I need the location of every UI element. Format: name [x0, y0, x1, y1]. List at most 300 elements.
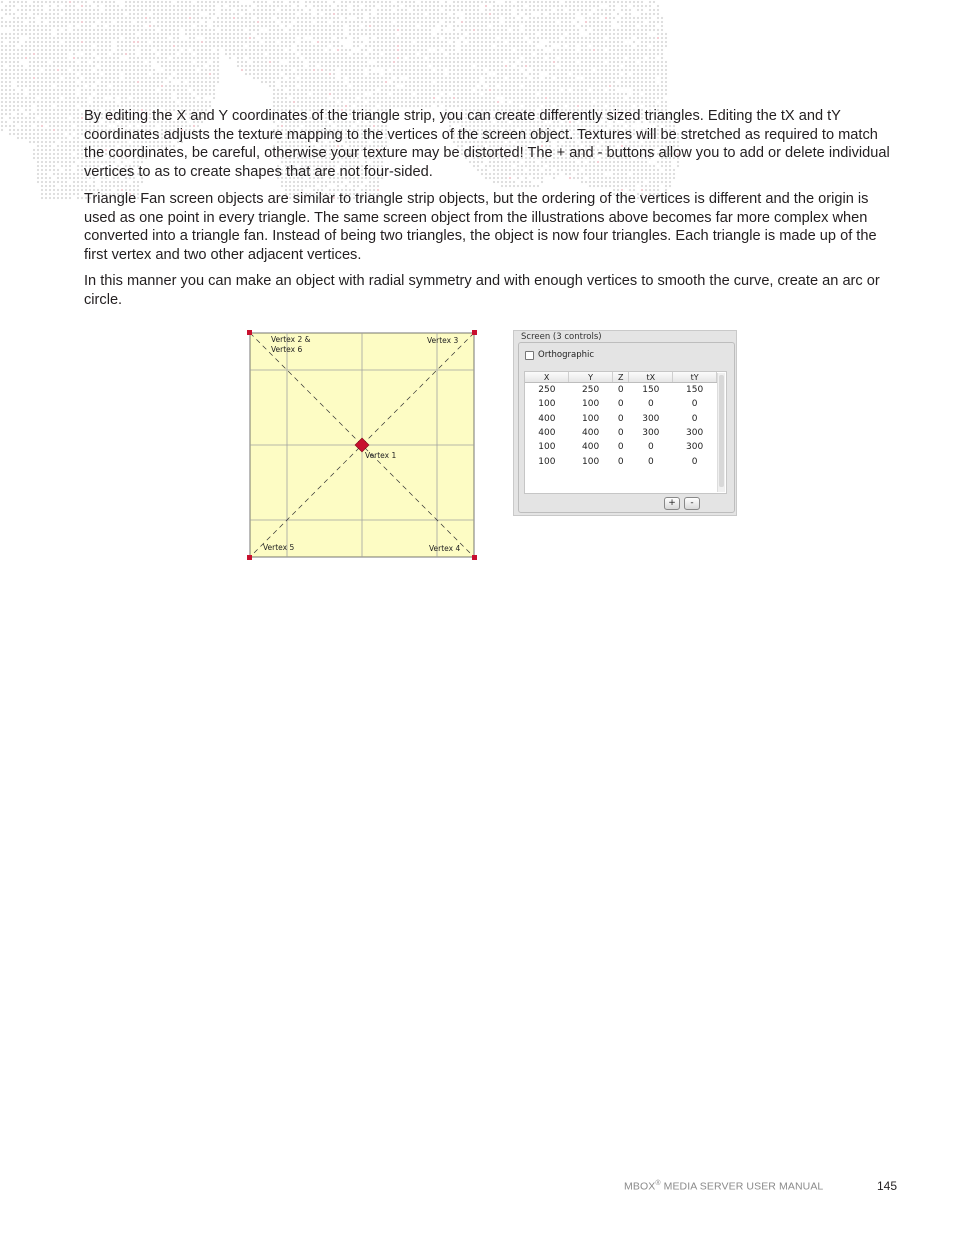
map-dot	[269, 49, 271, 51]
map-dot	[409, 33, 411, 35]
map-dot	[341, 77, 343, 79]
map-dot	[181, 41, 183, 43]
map-dot	[189, 65, 191, 67]
map-dot	[113, 53, 115, 55]
map-dot	[457, 25, 459, 27]
map-dot	[109, 29, 111, 31]
map-dot	[85, 37, 87, 39]
map-dot	[529, 37, 531, 39]
map-dot	[525, 53, 527, 55]
map-dot	[197, 1, 199, 3]
map-dot	[81, 21, 83, 23]
map-dot	[649, 85, 651, 87]
map-dot	[481, 53, 483, 55]
map-dot	[657, 65, 659, 67]
map-dot	[345, 49, 347, 51]
map-dot	[305, 77, 307, 79]
map-dot	[593, 77, 595, 79]
map-dot	[289, 33, 291, 35]
map-dot	[373, 89, 375, 91]
map-dot	[653, 57, 655, 59]
map-dot	[85, 89, 87, 91]
map-dot	[109, 101, 111, 103]
map-dot	[61, 113, 63, 115]
map-dot	[549, 73, 551, 75]
map-dot	[661, 93, 663, 95]
map-dot	[553, 97, 555, 99]
map-dot	[465, 89, 467, 91]
map-dot	[165, 65, 167, 67]
map-dot	[597, 21, 599, 23]
map-dot	[393, 41, 395, 43]
map-dot	[205, 17, 207, 19]
map-dot	[653, 45, 655, 47]
map-dot	[65, 145, 67, 147]
map-dot	[625, 21, 627, 23]
map-dot	[433, 41, 435, 43]
map-dot	[393, 65, 395, 67]
map-dot	[33, 17, 35, 19]
map-dot	[97, 45, 99, 47]
map-dot	[277, 33, 279, 35]
map-dot	[285, 93, 287, 95]
map-dot	[425, 61, 427, 63]
map-dot	[433, 97, 435, 99]
map-dot	[93, 9, 95, 11]
map-dot	[565, 41, 567, 43]
map-dot	[165, 85, 167, 87]
map-dot	[561, 5, 563, 7]
map-dot	[437, 101, 439, 103]
map-dot	[261, 25, 263, 27]
map-dot	[661, 89, 663, 91]
map-dot	[117, 9, 119, 11]
map-dot	[501, 29, 503, 31]
map-dot	[181, 5, 183, 7]
map-dot	[117, 57, 119, 59]
map-dot	[77, 33, 79, 35]
map-dot	[549, 37, 551, 39]
map-dot	[465, 1, 467, 3]
map-dot	[525, 13, 527, 15]
map-dot	[21, 117, 23, 119]
map-dot	[57, 61, 59, 63]
map-dot	[41, 81, 43, 83]
map-dot	[577, 101, 579, 103]
map-dot	[273, 49, 275, 51]
map-dot	[9, 97, 11, 99]
map-dot	[133, 17, 135, 19]
map-dot	[305, 33, 307, 35]
map-dot	[425, 89, 427, 91]
map-dot	[225, 9, 227, 11]
map-dot	[437, 53, 439, 55]
map-dot	[365, 89, 367, 91]
map-dot	[181, 101, 183, 103]
map-dot	[169, 69, 171, 71]
map-dot	[405, 61, 407, 63]
map-dot	[113, 5, 115, 7]
map-dot	[181, 61, 183, 63]
map-dot	[493, 13, 495, 15]
map-dot	[325, 33, 327, 35]
map-dot	[193, 81, 195, 83]
map-dot	[553, 29, 555, 31]
map-dot	[201, 41, 203, 43]
map-dot	[281, 41, 283, 43]
map-dot	[181, 25, 183, 27]
map-dot	[613, 45, 615, 47]
map-dot	[477, 77, 479, 79]
map-dot	[209, 81, 211, 83]
map-dot	[429, 85, 431, 87]
map-dot	[45, 117, 47, 119]
map-dot	[613, 93, 615, 95]
map-dot	[157, 13, 159, 15]
map-dot	[185, 17, 187, 19]
map-dot	[377, 53, 379, 55]
map-dot	[217, 69, 219, 71]
map-dot	[461, 49, 463, 51]
map-dot	[353, 93, 355, 95]
map-dot	[553, 69, 555, 71]
map-dot	[233, 49, 235, 51]
map-dot	[325, 1, 327, 3]
map-dot	[333, 13, 335, 15]
map-dot	[505, 101, 507, 103]
map-dot	[253, 1, 255, 3]
map-dot	[453, 77, 455, 79]
map-dot	[561, 21, 563, 23]
map-dot	[541, 101, 543, 103]
map-dot	[497, 101, 499, 103]
map-dot	[641, 13, 643, 15]
map-dot	[617, 49, 619, 51]
map-dot	[469, 101, 471, 103]
map-dot	[133, 93, 135, 95]
map-dot	[293, 25, 295, 27]
map-dot	[53, 81, 55, 83]
map-dot	[341, 89, 343, 91]
map-dot	[25, 41, 27, 43]
map-dot	[557, 69, 559, 71]
map-dot	[181, 17, 183, 19]
map-dot	[565, 37, 567, 39]
map-dot	[45, 121, 47, 123]
map-dot	[469, 81, 471, 83]
map-dot	[81, 33, 83, 35]
map-dot	[57, 93, 59, 95]
map-dot	[593, 21, 595, 23]
map-dot	[585, 53, 587, 55]
map-dot	[253, 61, 255, 63]
map-dot	[393, 37, 395, 39]
map-dot	[605, 25, 607, 27]
map-dot	[509, 5, 511, 7]
map-dot	[185, 77, 187, 79]
map-dot	[645, 101, 647, 103]
map-dot	[41, 21, 43, 23]
map-dot	[377, 41, 379, 43]
map-dot	[301, 81, 303, 83]
map-dot	[105, 89, 107, 91]
map-dot	[349, 1, 351, 3]
map-dot	[393, 61, 395, 63]
map-dot	[337, 37, 339, 39]
map-dot	[17, 21, 19, 23]
map-dot	[357, 17, 359, 19]
map-dot	[465, 69, 467, 71]
map-dot	[133, 49, 135, 51]
map-dot	[493, 49, 495, 51]
map-dot	[65, 9, 67, 11]
map-dot	[149, 65, 151, 67]
map-dot	[569, 53, 571, 55]
map-dot	[565, 49, 567, 51]
map-dot	[273, 33, 275, 35]
map-dot	[325, 57, 327, 59]
map-dot	[97, 9, 99, 11]
map-dot	[409, 49, 411, 51]
map-dot	[133, 29, 135, 31]
map-dot	[197, 25, 199, 27]
map-dot	[441, 101, 443, 103]
map-dot	[113, 61, 115, 63]
map-dot	[589, 1, 591, 3]
map-dot	[109, 33, 111, 35]
map-dot	[601, 81, 603, 83]
map-dot	[597, 13, 599, 15]
map-dot	[625, 65, 627, 67]
map-dot	[145, 33, 147, 35]
map-dot	[133, 37, 135, 39]
map-dot	[65, 77, 67, 79]
map-dot	[113, 77, 115, 79]
map-dot	[621, 77, 623, 79]
map-dot	[201, 29, 203, 31]
map-dot	[633, 29, 635, 31]
map-dot	[293, 9, 295, 11]
map-dot	[5, 101, 7, 103]
map-dot	[521, 93, 523, 95]
map-dot	[97, 89, 99, 91]
map-dot	[517, 89, 519, 91]
map-dot	[229, 5, 231, 7]
map-dot	[509, 77, 511, 79]
map-dot	[189, 9, 191, 11]
map-dot	[545, 5, 547, 7]
map-dot	[665, 89, 667, 91]
map-dot	[393, 33, 395, 35]
map-dot	[149, 81, 151, 83]
map-dot	[537, 17, 539, 19]
map-dot	[237, 17, 239, 19]
map-dot	[625, 77, 627, 79]
map-dot	[497, 25, 499, 27]
map-dot	[141, 13, 143, 15]
map-dot	[397, 77, 399, 79]
map-dot	[29, 73, 31, 75]
map-dot	[585, 93, 587, 95]
map-dot	[333, 85, 335, 87]
map-dot	[61, 1, 63, 3]
map-dot	[313, 57, 315, 59]
map-dot	[261, 13, 263, 15]
map-dot	[265, 25, 267, 27]
map-dot	[209, 69, 211, 71]
map-dot	[373, 49, 375, 51]
map-dot	[361, 33, 363, 35]
map-dot	[489, 9, 491, 11]
map-dot	[185, 53, 187, 55]
map-dot	[197, 89, 199, 91]
map-dot	[113, 37, 115, 39]
map-dot	[141, 77, 143, 79]
map-dot	[205, 29, 207, 31]
map-dot	[5, 85, 7, 87]
map-dot	[109, 17, 111, 19]
map-dot	[333, 73, 335, 75]
map-dot	[69, 49, 71, 51]
map-dot	[645, 37, 647, 39]
map-dot	[149, 57, 151, 59]
map-dot	[21, 137, 23, 139]
map-dot	[149, 61, 151, 63]
map-dot	[445, 89, 447, 91]
map-dot	[173, 17, 175, 19]
map-dot	[453, 1, 455, 3]
map-dot	[249, 37, 251, 39]
map-dot	[497, 45, 499, 47]
map-dot	[645, 89, 647, 91]
map-dot	[49, 105, 51, 107]
map-dot	[121, 45, 123, 47]
map-dot	[17, 101, 19, 103]
map-dot	[61, 73, 63, 75]
map-dot	[493, 77, 495, 79]
map-dot	[217, 17, 219, 19]
map-dot	[557, 81, 559, 83]
map-dot	[485, 41, 487, 43]
map-dot	[429, 73, 431, 75]
map-dot	[485, 17, 487, 19]
map-dot	[161, 53, 163, 55]
map-dot	[425, 5, 427, 7]
map-dot	[97, 5, 99, 7]
map-dot	[537, 29, 539, 31]
map-dot	[581, 25, 583, 27]
map-dot	[69, 41, 71, 43]
map-dot	[657, 17, 659, 19]
map-dot	[581, 89, 583, 91]
map-dot	[357, 29, 359, 31]
map-dot	[381, 25, 383, 27]
map-dot	[65, 73, 67, 75]
map-dot	[65, 29, 67, 31]
map-dot	[153, 37, 155, 39]
map-dot	[301, 61, 303, 63]
map-dot	[369, 5, 371, 7]
map-dot	[105, 41, 107, 43]
map-dot	[1, 69, 3, 71]
map-dot	[493, 97, 495, 99]
map-dot	[505, 21, 507, 23]
map-dot	[153, 41, 155, 43]
map-dot	[393, 57, 395, 59]
map-dot	[613, 9, 615, 11]
map-dot	[25, 29, 27, 31]
map-dot	[113, 89, 115, 91]
map-dot	[641, 81, 643, 83]
map-dot	[197, 5, 199, 7]
map-dot	[225, 13, 227, 15]
map-dot	[521, 65, 523, 67]
map-dot	[213, 69, 215, 71]
map-dot	[33, 65, 35, 67]
map-dot	[9, 53, 11, 55]
map-dot	[25, 73, 27, 75]
map-dot	[5, 21, 7, 23]
map-dot	[649, 25, 651, 27]
map-dot	[233, 29, 235, 31]
map-dot	[429, 21, 431, 23]
map-dot	[309, 69, 311, 71]
map-dot	[53, 101, 55, 103]
map-dot	[349, 21, 351, 23]
map-dot	[65, 69, 67, 71]
map-dot	[609, 89, 611, 91]
map-dot	[645, 25, 647, 27]
map-dot	[509, 73, 511, 75]
map-dot	[33, 81, 35, 83]
map-dot	[237, 9, 239, 11]
map-dot	[601, 77, 603, 79]
map-dot	[277, 1, 279, 3]
map-dot	[481, 73, 483, 75]
map-dot	[401, 49, 403, 51]
map-dot	[541, 65, 543, 67]
map-dot	[433, 57, 435, 59]
map-dot	[653, 97, 655, 99]
map-dot	[5, 9, 7, 11]
map-dot	[85, 9, 87, 11]
map-dot	[93, 77, 95, 79]
map-dot	[381, 57, 383, 59]
map-dot	[201, 61, 203, 63]
map-dot	[505, 69, 507, 71]
map-dot	[653, 73, 655, 75]
map-dot	[661, 81, 663, 83]
map-dot	[145, 97, 147, 99]
map-dot	[497, 73, 499, 75]
map-dot	[213, 29, 215, 31]
map-dot	[45, 1, 47, 3]
map-dot	[33, 53, 35, 55]
map-dot	[109, 5, 111, 7]
map-dot	[141, 57, 143, 59]
map-dot	[621, 25, 623, 27]
map-dot	[525, 41, 527, 43]
map-dot	[77, 45, 79, 47]
map-dot	[609, 1, 611, 3]
map-dot	[449, 89, 451, 91]
map-dot	[29, 105, 31, 107]
map-dot	[385, 81, 387, 83]
map-dot	[357, 53, 359, 55]
map-dot	[65, 53, 67, 55]
map-dot	[37, 85, 39, 87]
map-dot	[161, 17, 163, 19]
